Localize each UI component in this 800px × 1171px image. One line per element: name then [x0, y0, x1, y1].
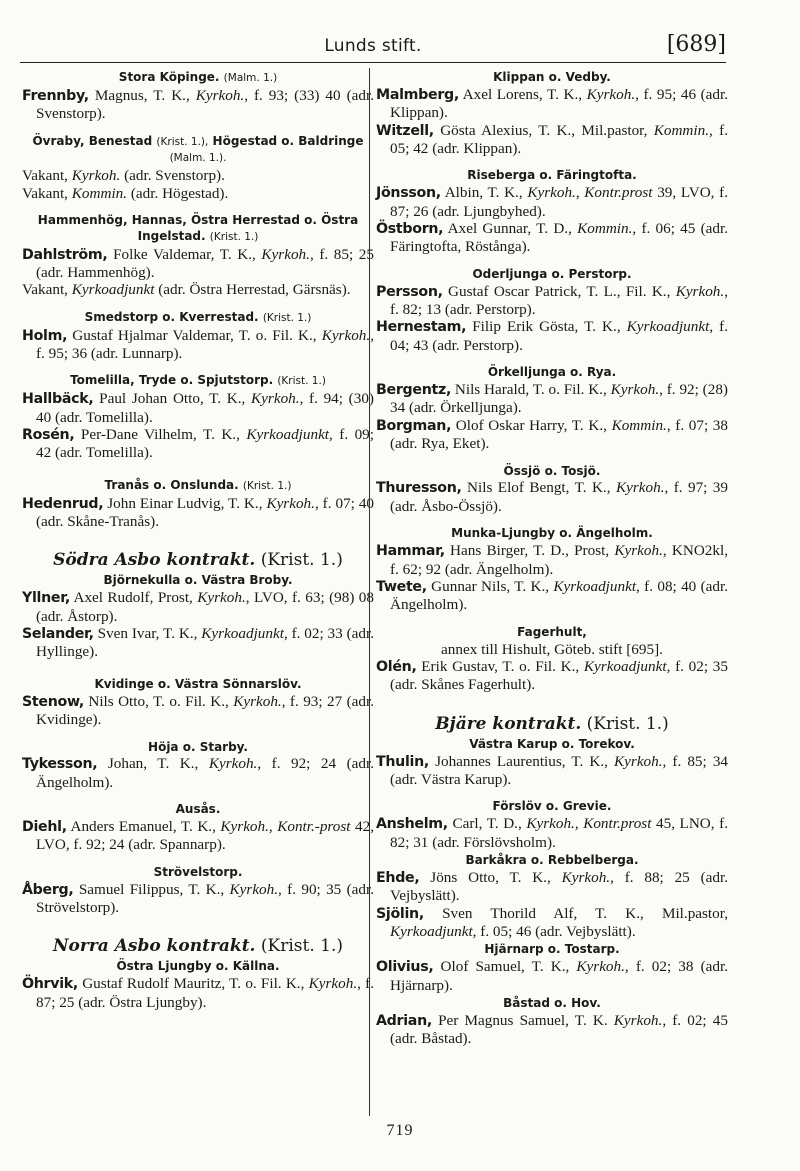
entry-text: Filip Erik Gösta, T. K.,: [466, 318, 627, 336]
entry-text: , f. 05; 46 (adr. Vejbyslätt).: [472, 922, 636, 940]
parish-name: Högestad o. Baldringe: [212, 133, 364, 148]
entry-text: , f. 02; 35 (adr. Skånes Fagerhult).: [390, 657, 728, 694]
parish-name: Klippan o. Vedby.: [493, 70, 611, 84]
clergy-entry: [22, 327, 374, 363]
parish-heading: [22, 213, 374, 246]
entry-text: Nils Elof Bengt, T. K.,: [461, 479, 616, 497]
surname: Yllner,: [22, 590, 70, 607]
entry-text: Erik Gustav, T. o. Fil. K.,: [416, 657, 584, 675]
contract-heading: [22, 550, 374, 570]
surname: Olén,: [376, 658, 417, 675]
entry-text: Gustaf Hjalmar Valdemar, T. o. Fil. K.,: [67, 326, 322, 344]
parish-name: Smedstorp o. Kverrestad.: [84, 309, 259, 324]
surname: Diehl,: [22, 818, 67, 835]
contract-name: Norra Asbo kontrakt.: [52, 936, 256, 957]
clergy-entry: [22, 693, 374, 729]
clergy-entry: [22, 281, 374, 298]
entry-text: , LVO, f. 63; (98) 08 (adr. Åstorp).: [36, 589, 374, 625]
entry-text: , f. 90; 35 (adr. Strövelstorp).: [36, 880, 374, 916]
diocese-note: (Krist. 1.): [262, 311, 312, 324]
entry-text: Albin, T. K.,: [440, 184, 528, 202]
title-italic: Kyrkoadjunkt: [390, 922, 473, 940]
parish-heading: [22, 134, 374, 168]
surname: Hedenrud,: [22, 495, 104, 512]
entry-text: Vakant,: [22, 184, 72, 202]
entry-text: Axel Lorens, T. K.,: [458, 85, 587, 103]
parish-name: Oderljunga o. Perstorp.: [472, 266, 632, 281]
entry-text: , f. 92; 24 (adr. Ängelholm).: [36, 755, 375, 791]
diocese-note: (Krist. 1.): [242, 479, 292, 492]
surname: Åberg,: [22, 881, 74, 898]
parish-heading: [376, 853, 728, 869]
parish-heading: [22, 740, 374, 756]
entry-text: , f. 05; 42 (adr. Klippan).: [390, 121, 728, 158]
parish-name: Båstad o. Hov.: [503, 995, 601, 1010]
entry-text: Folke Valdemar, T. K.,: [107, 245, 262, 263]
title-italic: Kyrkoh.: [197, 589, 246, 607]
parish-name: Ausås.: [175, 802, 221, 817]
diocese-note: (Krist. 1.),: [156, 135, 209, 148]
clergy-entry: [22, 390, 374, 426]
parish-heading: [22, 310, 374, 327]
clergy-entry: [376, 283, 728, 319]
surname: Jönsson,: [376, 185, 441, 202]
entry-text: (adr. Svenstorp).: [120, 167, 225, 185]
entry-text: 45, LNO, f. 82; 31 (adr. Förslövsholm).: [390, 815, 728, 851]
entry-text: Jöns Otto, T. K.,: [419, 868, 562, 886]
surname: Frennby,: [22, 87, 89, 104]
surname: Dahlström,: [22, 246, 108, 263]
entry-text: Per-Dane Vilhelm, T. K.,: [74, 426, 247, 444]
title-italic: Kyrkoh.: [610, 381, 660, 399]
entry-text: John Einar Ludvig, T. K.,: [103, 494, 267, 512]
entry-text: Nils Otto, T. o. Fil. K.,: [83, 692, 234, 710]
title-italic: Kyrkoh.: [321, 326, 371, 344]
entry-text: Per Magnus Samuel, T. K.: [431, 1011, 614, 1029]
entry-text: , f. 02; 45 (adr. Båstad).: [390, 1011, 728, 1048]
parish-heading: [376, 996, 728, 1012]
parish-name: Björnekulla o. Västra Broby.: [103, 573, 293, 588]
title-italic: Kyrkoh.: [675, 282, 725, 300]
clergy-entry: [376, 417, 728, 453]
column-divider: [369, 68, 370, 1116]
entry-text: , f. 06; 45 (adr. Färingtofta, Röstånga).: [390, 220, 729, 256]
entry-text: , f. 07; 38 (adr. Rya, Eket).: [390, 416, 728, 453]
clergy-entry: [376, 381, 728, 417]
parish-name: Hammenhög, Hannas, Östra Herrestad o. Östra Ingelstad.: [37, 213, 359, 243]
clergy-entry: [376, 869, 728, 905]
clergy-entry: [22, 755, 374, 791]
title-italic: Kyrkoh.: [266, 494, 315, 512]
entry-text: Johannes Laurentius, T. K.,: [429, 752, 615, 770]
parish-heading: [22, 373, 374, 390]
diocese-note: (Malm. 1.): [223, 72, 278, 84]
title-italic: Kyrkoadjunkt: [246, 426, 330, 444]
entry-text: , f. 08; 40 (adr. Ängelholm).: [390, 577, 728, 614]
parish-name: Össjö o. Tosjö.: [503, 463, 601, 478]
entry-text: Paul Johan Otto, T. K.,: [93, 390, 252, 408]
contract-note: (Krist. 1.): [260, 550, 343, 571]
surname: Twete,: [376, 578, 427, 595]
entry-text: , f. 04; 43 (adr. Perstorp).: [390, 318, 729, 354]
title-italic: Kyrkoh.: [615, 479, 665, 497]
title-italic: Kommin.: [611, 416, 667, 434]
entry-text: Nils Harald, T. o. Fil. K.,: [451, 381, 611, 399]
parish-name: Tomelilla, Tryde o. Spjutstorp.: [70, 373, 274, 388]
contract-note: (Krist. 1.): [586, 713, 669, 734]
surname: Hammar,: [376, 543, 445, 560]
parish-name: Strövelstorp.: [153, 864, 243, 879]
entry-text: Gunnar Nils, T. K.,: [426, 577, 554, 595]
entry-text: Sven Thorild Alf, T. K., Mil.pastor,: [423, 904, 728, 922]
entry-text: Vakant,: [22, 167, 72, 185]
surname: Tykesson,: [22, 756, 98, 773]
surname: Rosén,: [22, 427, 75, 444]
parish-name: Örkelljunga o. Rya.: [487, 365, 617, 380]
title-italic: Kyrkoh., Kontr.prost: [527, 184, 653, 202]
surname: Holm,: [22, 327, 68, 344]
surname: Stenow,: [22, 693, 84, 710]
parish-heading: [22, 573, 374, 589]
surname: Witzell,: [376, 122, 434, 139]
entry-text: Johan, T. K.,: [97, 755, 209, 773]
entry-text: , f. 07; 40 (adr. Skåne-Tranås).: [36, 494, 375, 531]
title-italic: Kyrkoh.: [613, 1011, 663, 1029]
parish-name: Tranås o. Onslunda.: [104, 477, 239, 492]
title-italic: Kyrkoh.: [614, 542, 663, 560]
surname: Thuresson,: [376, 480, 462, 497]
entry-text: Olof Oskar Harry, T. K.,: [451, 416, 612, 434]
clergy-entry: [22, 625, 374, 661]
entry-text: , f. 02; 38 (adr. Hjärnarp).: [390, 958, 728, 994]
entry-text: Axel Rudolf, Prost,: [69, 589, 198, 607]
left-column: [22, 70, 374, 1011]
parish-name: Munka-Ljungby o. Ängelholm.: [451, 526, 653, 541]
title-italic: Kyrkoh.: [308, 975, 358, 993]
clergy-entry: [376, 905, 728, 941]
clergy-entry: [22, 589, 374, 625]
contract-name: Bjäre kontrakt.: [435, 713, 582, 734]
title-italic: Kyrkoh., Kontr.prost: [526, 815, 652, 833]
surname: Hernestam,: [376, 319, 467, 336]
clergy-entry: [22, 87, 374, 123]
clergy-entry: [376, 220, 728, 256]
clergy-entry: [22, 881, 374, 917]
right-column: [376, 70, 728, 1048]
surname: Selander,: [22, 626, 94, 643]
page-reference: [689]: [666, 32, 726, 57]
parish-heading: [376, 942, 728, 958]
surname: Persson,: [376, 283, 443, 300]
title-italic: Kommin.: [71, 184, 128, 202]
parish-name: Hjärnarp o. Tostarp.: [484, 942, 620, 957]
parish-name: Höja o. Starby.: [148, 739, 248, 754]
parish-heading: [376, 70, 728, 86]
parish-heading: [376, 464, 728, 480]
entry-text: , f. 95; 46 (adr. Klippan).: [390, 85, 729, 122]
parish-name: Fagerhult,: [517, 624, 587, 639]
parish-name: Stora Köpinge.: [118, 70, 220, 84]
contract-name: Södra Asbo kontrakt.: [53, 550, 256, 571]
clergy-entry: [22, 246, 374, 282]
surname: Borgman,: [376, 417, 452, 434]
clergy-entry: [376, 578, 728, 614]
entry-text: 42, LVO, f. 92; 24 (adr. Spannarp).: [36, 817, 374, 854]
title-italic: Kyrkoh.: [208, 755, 258, 773]
parish-heading: [22, 677, 374, 693]
clergy-entry: [22, 426, 374, 462]
clergy-entry: [22, 185, 374, 202]
clergy-entry: [22, 495, 374, 531]
running-title: Lunds stift.: [324, 36, 422, 56]
page-number: 719: [386, 1122, 414, 1139]
entry-text: Gösta Alexius, T. K., Mil.pastor,: [433, 121, 654, 139]
contract-note: (Krist. 1.): [260, 936, 343, 957]
title-italic: Kyrkoh.: [233, 692, 282, 710]
entry-text: , f. 93; (33) 40 (adr. Svenstorp).: [36, 86, 374, 123]
title-italic: Kyrkoadjunkt: [626, 318, 710, 336]
contract-heading: [376, 714, 728, 734]
clergy-entry: [376, 122, 728, 158]
parish-heading: [22, 802, 374, 818]
parish-heading: [376, 365, 728, 381]
surname: Öhrvik,: [22, 976, 78, 993]
entry-text: Carl, T. D.,: [447, 815, 527, 833]
parish-heading: [22, 478, 374, 495]
surname: Ehde,: [376, 869, 420, 886]
entry-text: 39, LVO, f. 87; 26 (adr. Ljungbyhed).: [390, 184, 728, 220]
parish-name: Riseberga o. Färingtofta.: [467, 168, 637, 183]
diocese-note: (Krist. 1.): [277, 375, 326, 388]
title-italic: Kyrkoh.: [576, 958, 625, 976]
clergy-entry: [22, 818, 374, 854]
parish-heading: [376, 737, 728, 753]
entry-text: Axel Gunnar, T. D.,: [443, 220, 578, 238]
parish-heading: [376, 799, 728, 815]
title-italic: Kyrkoh.: [561, 868, 611, 886]
title-italic: Kyrkoh., Kontr.-prost: [220, 817, 351, 835]
clergy-entry: [376, 958, 728, 994]
entry-text: , f. 97; 39 (adr. Åsbo-Össjö).: [390, 479, 728, 515]
surname: Thulin,: [376, 753, 429, 770]
parish-name: Kvidinge o. Västra Sönnarslöv.: [94, 676, 302, 691]
entry-text: , f. 88; 25 (adr. Vejbyslätt).: [390, 868, 728, 905]
entry-text: Sven Ivar, T. K.,: [93, 625, 202, 643]
entry-text: (adr. Östra Herrestad, Gärsnäs).: [154, 281, 351, 299]
clergy-entry: [376, 318, 728, 354]
entry-text: , f. 85; 34 (adr. Västra Karup).: [390, 752, 729, 788]
clergy-entry: [376, 658, 728, 694]
entry-text: , f. 93; 27 (adr. Kvidinge).: [36, 692, 375, 729]
entry-text: Anders Emanuel, T. K.,: [66, 817, 221, 835]
clergy-entry: [376, 1012, 728, 1048]
surname: Anshelm,: [376, 816, 448, 833]
title-italic: Kommin.: [577, 220, 633, 238]
clergy-entry: [22, 975, 374, 1011]
title-italic: Kyrkoh.: [261, 245, 310, 263]
title-italic: Kyrkoh.: [71, 167, 121, 185]
title-italic: Kyrkoadjunkt: [71, 281, 155, 299]
entry-text: Hans Birger, T. D., Prost,: [444, 542, 615, 560]
entry-text: Gustaf Rudolf Mauritz, T. o. Fil. K.,: [78, 975, 309, 993]
entry-text: , f. 94; (30) 40 (adr. Tomelilla).: [36, 390, 374, 426]
annex-note: annex till Hishult, Göteb. stift [695].: [441, 640, 663, 658]
parish-heading: [376, 625, 728, 641]
clergy-entry: [22, 167, 374, 184]
title-italic: Kyrkoh.: [614, 752, 663, 770]
title-italic: Kyrkoh.: [195, 86, 245, 104]
entry-text: Samuel Filippus, T. K.,: [73, 880, 230, 898]
parish-heading: [22, 959, 374, 975]
surname: Hallbäck,: [22, 391, 94, 408]
contract-heading: [22, 936, 374, 956]
entry-text: Olof Samuel, T. K.,: [433, 958, 577, 976]
surname: Sjölin,: [376, 905, 424, 922]
entry-text: Magnus, T. K.,: [88, 86, 196, 104]
parish-heading: [376, 168, 728, 184]
parish-name: Övraby, Benestad: [32, 133, 153, 148]
entry-text: , f. 85; 25 (adr. Hammenhög).: [36, 245, 374, 282]
clergy-entry: [376, 753, 728, 789]
parish-name: Östra Ljungby o. Källna.: [116, 959, 280, 974]
surname: Östborn,: [376, 221, 444, 238]
surname: Malmberg,: [376, 86, 459, 103]
parish-heading: [376, 267, 728, 283]
entry-text: , f. 95; 36 (adr. Lunnarp).: [36, 326, 374, 363]
entry-text: , KNO2kl, f. 62; 92 (adr. Ängelholm).: [390, 542, 729, 578]
title-italic: Kyrkoadjunkt: [201, 625, 284, 643]
entry-text: , f. 92; (28) 34 (adr. Örkelljunga).: [390, 381, 728, 417]
page-header: [20, 28, 726, 63]
parish-heading: [22, 70, 374, 87]
clergy-entry: [376, 542, 728, 578]
title-italic: Kyrkoh.: [251, 390, 300, 408]
surname: Bergentz,: [376, 382, 452, 399]
entry-text: (adr. Högestad).: [127, 184, 229, 202]
parish-name: Förslöv o. Grevie.: [492, 799, 612, 814]
entry-text: , f. 02; 33 (adr. Hyllinge).: [36, 625, 374, 661]
title-italic: Kyrkoh.: [229, 880, 279, 898]
parish-heading: [22, 865, 374, 881]
clergy-entry: [376, 86, 728, 122]
clergy-entry: [376, 184, 728, 220]
diocese-note: (Krist. 1.): [209, 230, 259, 243]
parish-name: Barkåkra o. Rebbelberga.: [465, 852, 639, 867]
entry-text: Gustaf Oscar Patrick, T. L., Fil. K.,: [442, 282, 676, 300]
title-italic: Kommin.: [653, 121, 710, 139]
entry-text: , f. 09; 42 (adr. Tomelilla).: [36, 426, 374, 462]
entry-text: , f. 87; 25 (adr. Östra Ljungby).: [36, 975, 374, 1011]
title-italic: Kyrkoadjunkt: [583, 657, 667, 675]
entry-text: , f. 82; 13 (adr. Perstorp).: [390, 282, 728, 319]
parish-name: Västra Karup o. Torekov.: [469, 736, 635, 751]
entry-text: Vakant,: [22, 281, 72, 299]
title-italic: Kyrkoh.: [586, 85, 636, 103]
parish-heading: [376, 526, 728, 542]
surname: Olivius,: [376, 959, 434, 976]
surname: Adrian,: [376, 1012, 432, 1029]
diocese-note: (Malm. 1.).: [169, 152, 227, 165]
title-italic: Kyrkoadjunkt: [553, 577, 637, 595]
clergy-entry: [376, 815, 728, 851]
clergy-entry: [376, 479, 728, 515]
